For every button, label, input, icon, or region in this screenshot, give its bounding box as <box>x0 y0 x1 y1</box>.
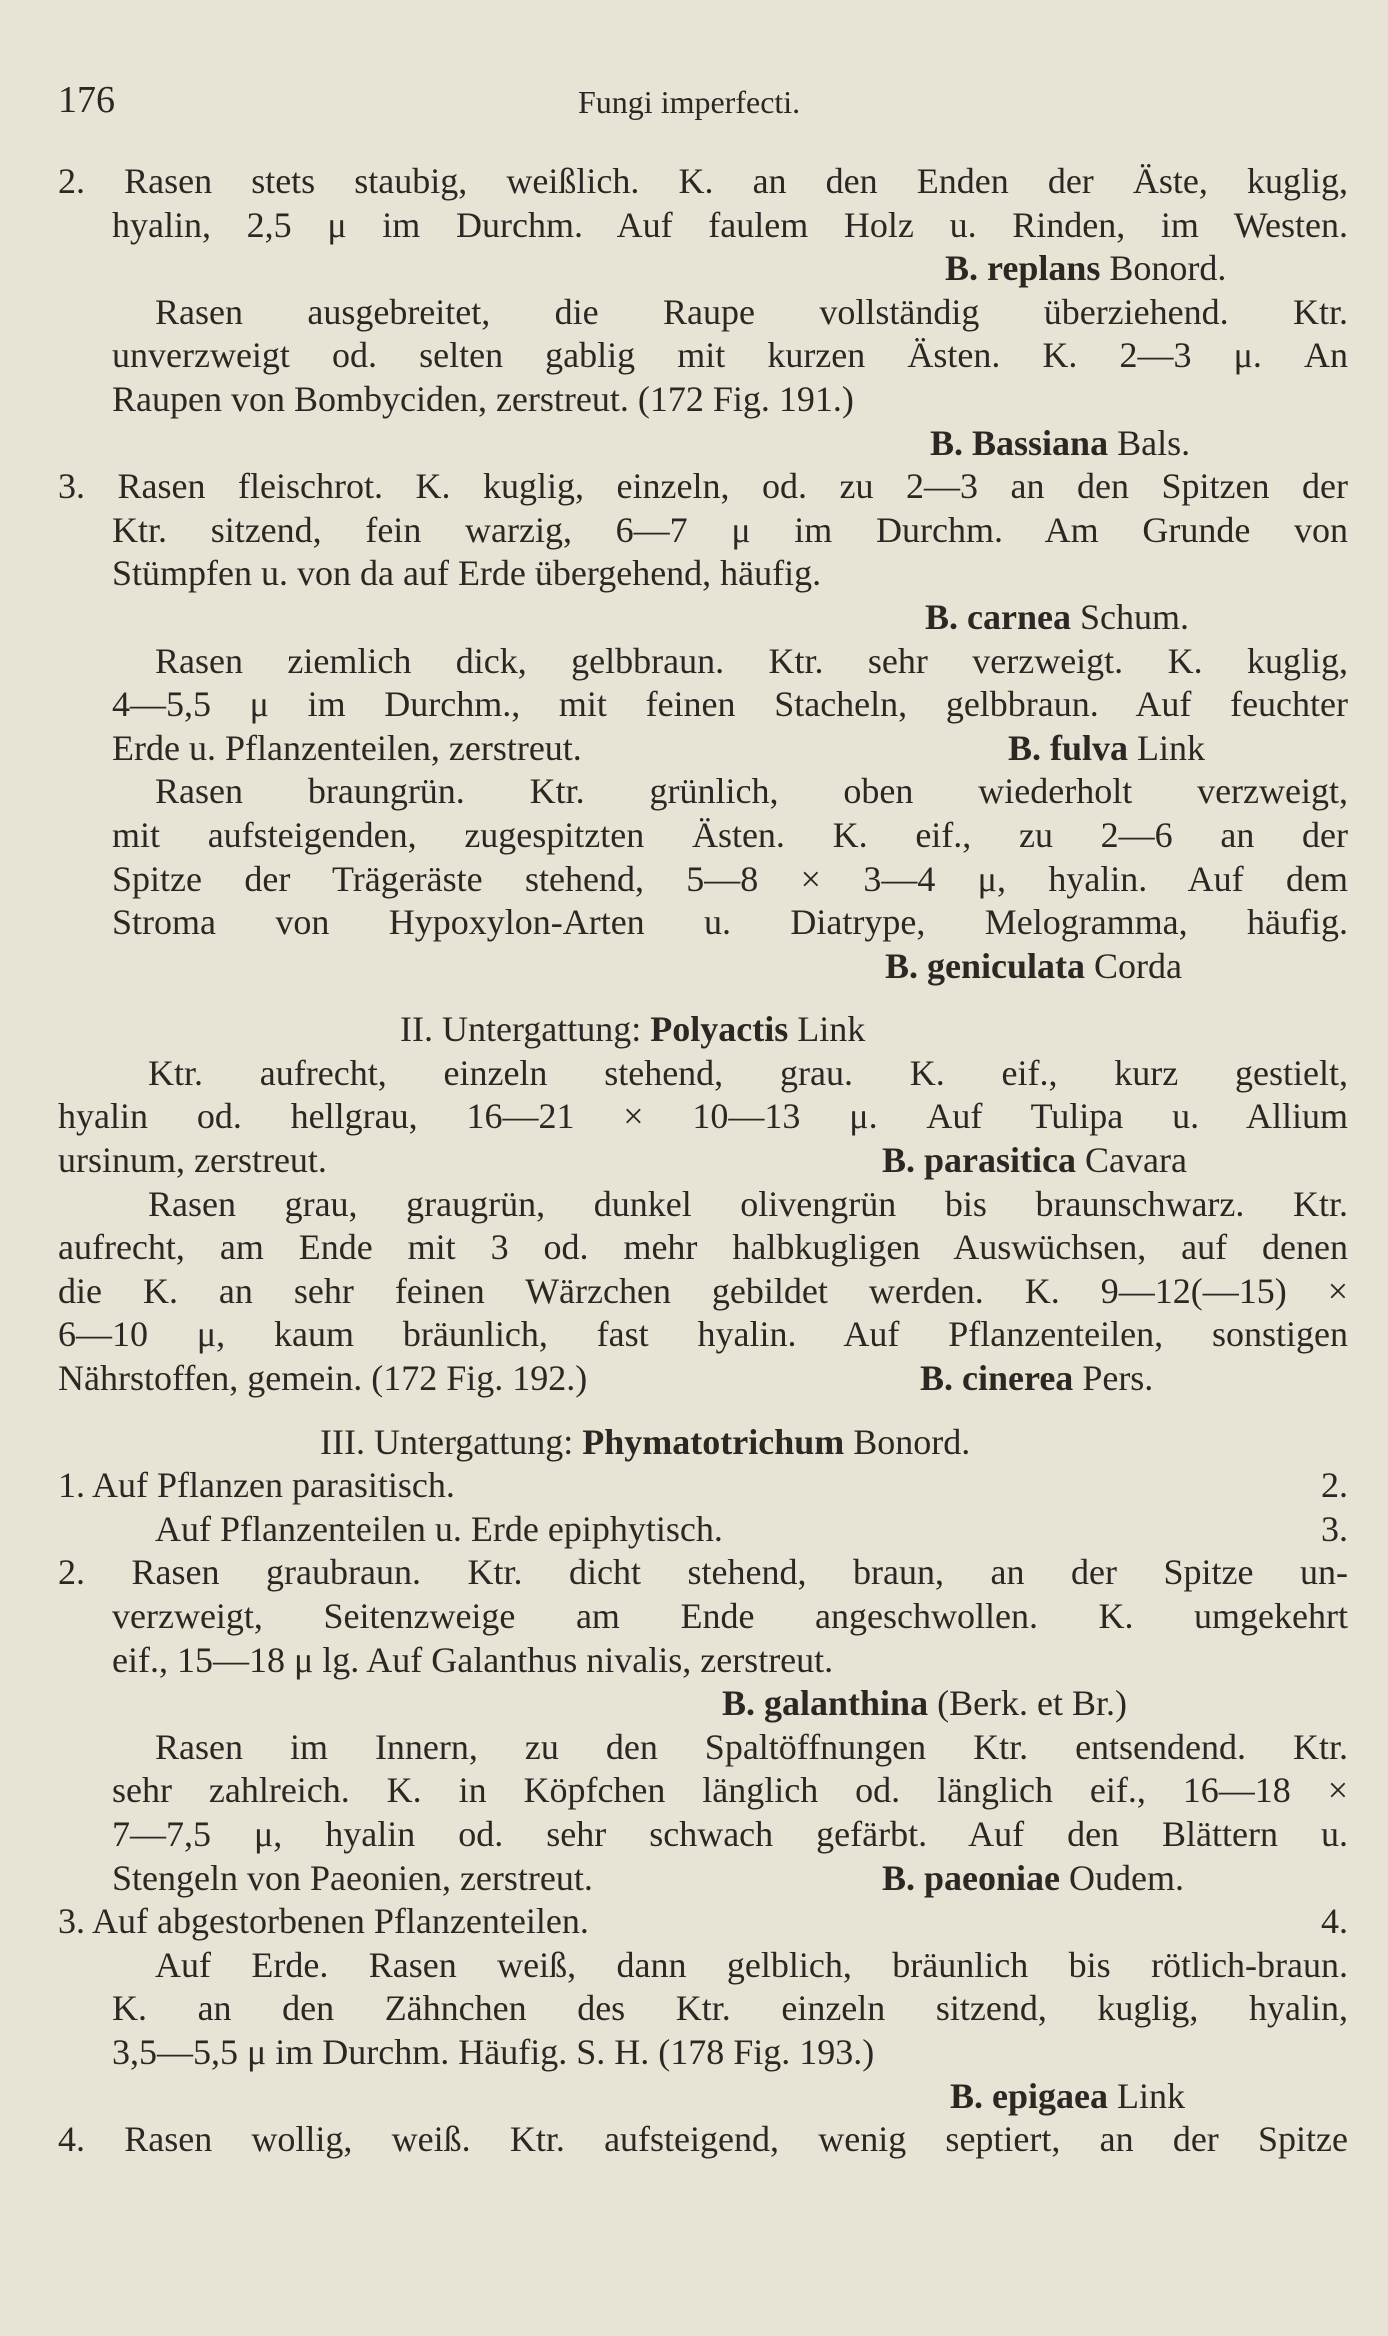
species-line <box>320 1421 970 1465</box>
line-text: Raupen von Bombyciden, zerstreut. (172 Fig. 191.) <box>112 378 854 419</box>
line-text: Auf Erde. Rasen weiß, dann gelblich, bräunlich bis rötlich-braun. <box>155 1944 1348 1985</box>
text-run: Oudem. <box>1060 1857 1184 1898</box>
line-text: Rasen ziemlich dick, gelbbraun. Ktr. sehr verzweigt. K. kuglig, <box>155 640 1348 681</box>
line-text: die K. an sehr feinen Wärzchen gebildet werden. K. 9—12(—15) × <box>58 1270 1348 1311</box>
species-line <box>950 2075 1185 2119</box>
page-number: 176 <box>58 79 115 121</box>
species-line <box>1008 727 1205 771</box>
line-text: 3. Rasen fleischrot. K. kuglig, einzeln, od. zu 2—3 an den Spitzen der <box>58 466 1348 507</box>
section-gap <box>0 988 1388 1008</box>
line-text: 3. Auf abgestorbenen Pflanzenteilen. <box>58 1901 589 1942</box>
text-line <box>0 422 1388 466</box>
text-line <box>0 1639 1388 1683</box>
text-run: Link <box>1108 2075 1185 2116</box>
text-line <box>0 204 1388 248</box>
species-name: B. parasitica <box>882 1140 1076 1181</box>
species-name: B. fulva <box>1008 727 1129 768</box>
text-line <box>0 378 1388 422</box>
key-reference: 3. <box>1321 1508 1348 1549</box>
text-line <box>0 1008 1388 1052</box>
line-text: hyalin, 2,5 μ im Durchm. Auf faulem Holz u. Rinden, im Westen. <box>112 204 1348 245</box>
text-line <box>0 1857 1388 1901</box>
page-header <box>58 72 1348 132</box>
species-line <box>920 1357 1153 1401</box>
text-line <box>0 160 1388 204</box>
text-line <box>0 596 1388 640</box>
text-run: Bals. <box>1108 422 1191 463</box>
line-text: Auf Pflanzenteilen u. Erde epiphytisch. <box>155 1508 723 1549</box>
text-line <box>0 2075 1388 2119</box>
species-name: B. epigaea <box>950 2075 1108 2116</box>
text-line <box>0 1900 1388 1944</box>
species-line <box>930 422 1190 466</box>
line-text: 4—5,5 μ im Durchm., mit feinen Stacheln, gelbbraun. Auf feuchter <box>112 684 1348 725</box>
line-text: 3,5—5,5 μ im Durchm. Häufig. S. H. (178 Fig. 193.) <box>112 2031 875 2072</box>
text-line <box>0 291 1388 335</box>
species-line <box>945 247 1226 291</box>
line-text: 6—10 μ, kaum bräunlich, fast hyalin. Auf Pflanzenteilen, sonstigen <box>58 1314 1348 1355</box>
line-text: Stroma von Hypoxylon-Arten u. Diatrype, Melogramma, häufig. <box>112 902 1348 943</box>
text-run: Schum. <box>1070 596 1189 637</box>
line-text: mit aufsteigenden, zugespitzten Ästen. K. eif., zu 2—6 an der <box>112 814 1348 855</box>
line-text: eif., 15—18 μ lg. Auf Galanthus nivalis, zerstreut. <box>112 1639 834 1680</box>
text-run: Link <box>1128 727 1206 768</box>
text-line <box>0 1357 1388 1401</box>
text-line <box>0 814 1388 858</box>
text-line <box>0 1052 1388 1096</box>
text-line <box>0 945 1388 989</box>
text-run: (Berk. et Br.) <box>928 1683 1128 1724</box>
text-line <box>0 552 1388 596</box>
text-line <box>0 334 1388 378</box>
line-text: 2. Rasen graubraun. Ktr. dicht stehend, braun, an der Spitze un- <box>58 1552 1348 1593</box>
species-name: Polyactis <box>650 1009 789 1050</box>
line-text: Stengeln von Paeonien, zerstreut. <box>112 1857 593 1898</box>
text-line <box>0 1682 1388 1726</box>
species-line <box>885 945 1182 989</box>
text-line <box>0 1726 1388 1770</box>
key-reference: 2. <box>1321 1465 1348 1506</box>
text-line <box>0 770 1388 814</box>
line-text: verzweigt, Seitenzweige am Ende angeschwollen. K. umgekehrt <box>112 1596 1348 1636</box>
text-line <box>0 901 1388 945</box>
line-text: unverzweigt od. selten gablig mit kurzen Ästen. K. 2—3 μ. An <box>112 335 1348 376</box>
line-text: hyalin od. hellgrau, 16—21 × 10—13 μ. Auf Tulipa u. Allium <box>58 1096 1348 1137</box>
line-text: Ktr. sitzend, fein warzig, 6—7 μ im Durchm. Am Grunde von <box>112 509 1348 550</box>
species-line <box>882 1857 1184 1901</box>
line-text: sehr zahlreich. K. in Köpfchen länglich od. länglich eif., 16—18 × <box>112 1770 1348 1811</box>
text-line <box>0 465 1388 509</box>
line-text: Rasen im Innern, zu den Spaltöffnungen Ktr. entsendend. Ktr. <box>155 1726 1348 1767</box>
line-text: 1. Auf Pflanzen parasitisch. <box>58 1465 455 1506</box>
species-name: B. carnea <box>925 596 1071 637</box>
species-line <box>925 596 1189 640</box>
text-run: Bonord. <box>1100 248 1227 289</box>
species-name: B. Bassiana <box>930 422 1109 463</box>
running-title: Fungi imperfecti. <box>578 84 801 120</box>
text-run: III. Untergattung: <box>320 1421 583 1462</box>
species-name: B. replans <box>945 248 1101 289</box>
line-text: Rasen grau, graugrün, dunkel olivengrün bis braunschwarz. Ktr. <box>148 1183 1348 1224</box>
text-line <box>0 1183 1388 1227</box>
line-text: 7—7,5 μ, hyalin od. sehr schwach gefärbt. Auf den Blättern u. <box>112 1813 1348 1854</box>
line-text: Rasen braungrün. Ktr. grünlich, oben wiederholt verzweigt, <box>155 771 1348 812</box>
text-line <box>0 1226 1388 1270</box>
text-run: Pers. <box>1073 1358 1154 1399</box>
text-line <box>0 858 1388 902</box>
text-run: II. Untergattung: <box>400 1009 651 1050</box>
text-line <box>0 1551 1388 1595</box>
species-name: B. cinerea <box>920 1358 1074 1399</box>
text-line <box>0 1508 1388 1552</box>
species-name: Phymatotrichum <box>582 1421 845 1462</box>
species-name: B. paeoniae <box>882 1857 1061 1898</box>
line-text: ursinum, zerstreut. <box>58 1140 327 1181</box>
text-line <box>0 1464 1388 1508</box>
species-line <box>722 1682 1127 1726</box>
text-run: Cavara <box>1076 1140 1187 1181</box>
line-text: 4. Rasen wollig, weiß. Ktr. aufsteigend, wenig septiert, an der Spitze <box>58 2119 1348 2160</box>
line-text: 2. Rasen stets staubig, weißlich. K. an den Enden der Äste, kuglig, <box>58 161 1348 201</box>
text-line <box>0 1813 1388 1857</box>
line-text: Erde u. Pflanzenteilen, zerstreut. <box>112 727 582 768</box>
line-text: Stümpfen u. von da auf Erde übergehend, häufig. <box>112 553 822 594</box>
species-name: B. galanthina <box>722 1683 929 1724</box>
text-line <box>0 1313 1388 1357</box>
text-line <box>0 2031 1388 2075</box>
text-line <box>0 640 1388 684</box>
text-run: Link <box>788 1009 866 1050</box>
text-line <box>0 1769 1388 1813</box>
text-line <box>0 1595 1388 1639</box>
text-line <box>0 1139 1388 1183</box>
text-line <box>0 1270 1388 1314</box>
species-line <box>882 1139 1187 1183</box>
text-line <box>0 683 1388 727</box>
text-line <box>0 1987 1388 2031</box>
line-text: Nährstoffen, gemein. (172 Fig. 192.) <box>58 1358 588 1399</box>
line-text: Rasen ausgebreitet, die Raupe vollständig überziehend. Ktr. <box>155 291 1348 332</box>
text-line <box>0 2118 1388 2162</box>
text-line <box>0 247 1388 291</box>
line-text: aufrecht, am Ende mit 3 od. mehr halbkugligen Auswüchsen, auf denen <box>58 1227 1348 1268</box>
text-line <box>0 727 1388 771</box>
species-name: B. geniculata <box>885 945 1086 986</box>
text-run: Corda <box>1085 945 1182 986</box>
key-reference: 4. <box>1321 1901 1348 1942</box>
page-body <box>0 160 1388 2162</box>
text-run: Bonord. <box>844 1421 971 1462</box>
species-line <box>400 1008 865 1052</box>
text-line <box>0 1095 1388 1139</box>
section-gap <box>0 1401 1388 1421</box>
text-line <box>0 509 1388 553</box>
text-line <box>0 1421 1388 1465</box>
line-text: K. an den Zähnchen des Ktr. einzeln sitzend, kuglig, hyalin, <box>112 1988 1348 2029</box>
line-text: Ktr. aufrecht, einzeln stehend, grau. K. eif., kurz gestielt, <box>148 1052 1348 1093</box>
line-text: Spitze der Trägeräste stehend, 5—8 × 3—4 μ, hyalin. Auf dem <box>112 858 1348 899</box>
text-line <box>0 1944 1388 1988</box>
